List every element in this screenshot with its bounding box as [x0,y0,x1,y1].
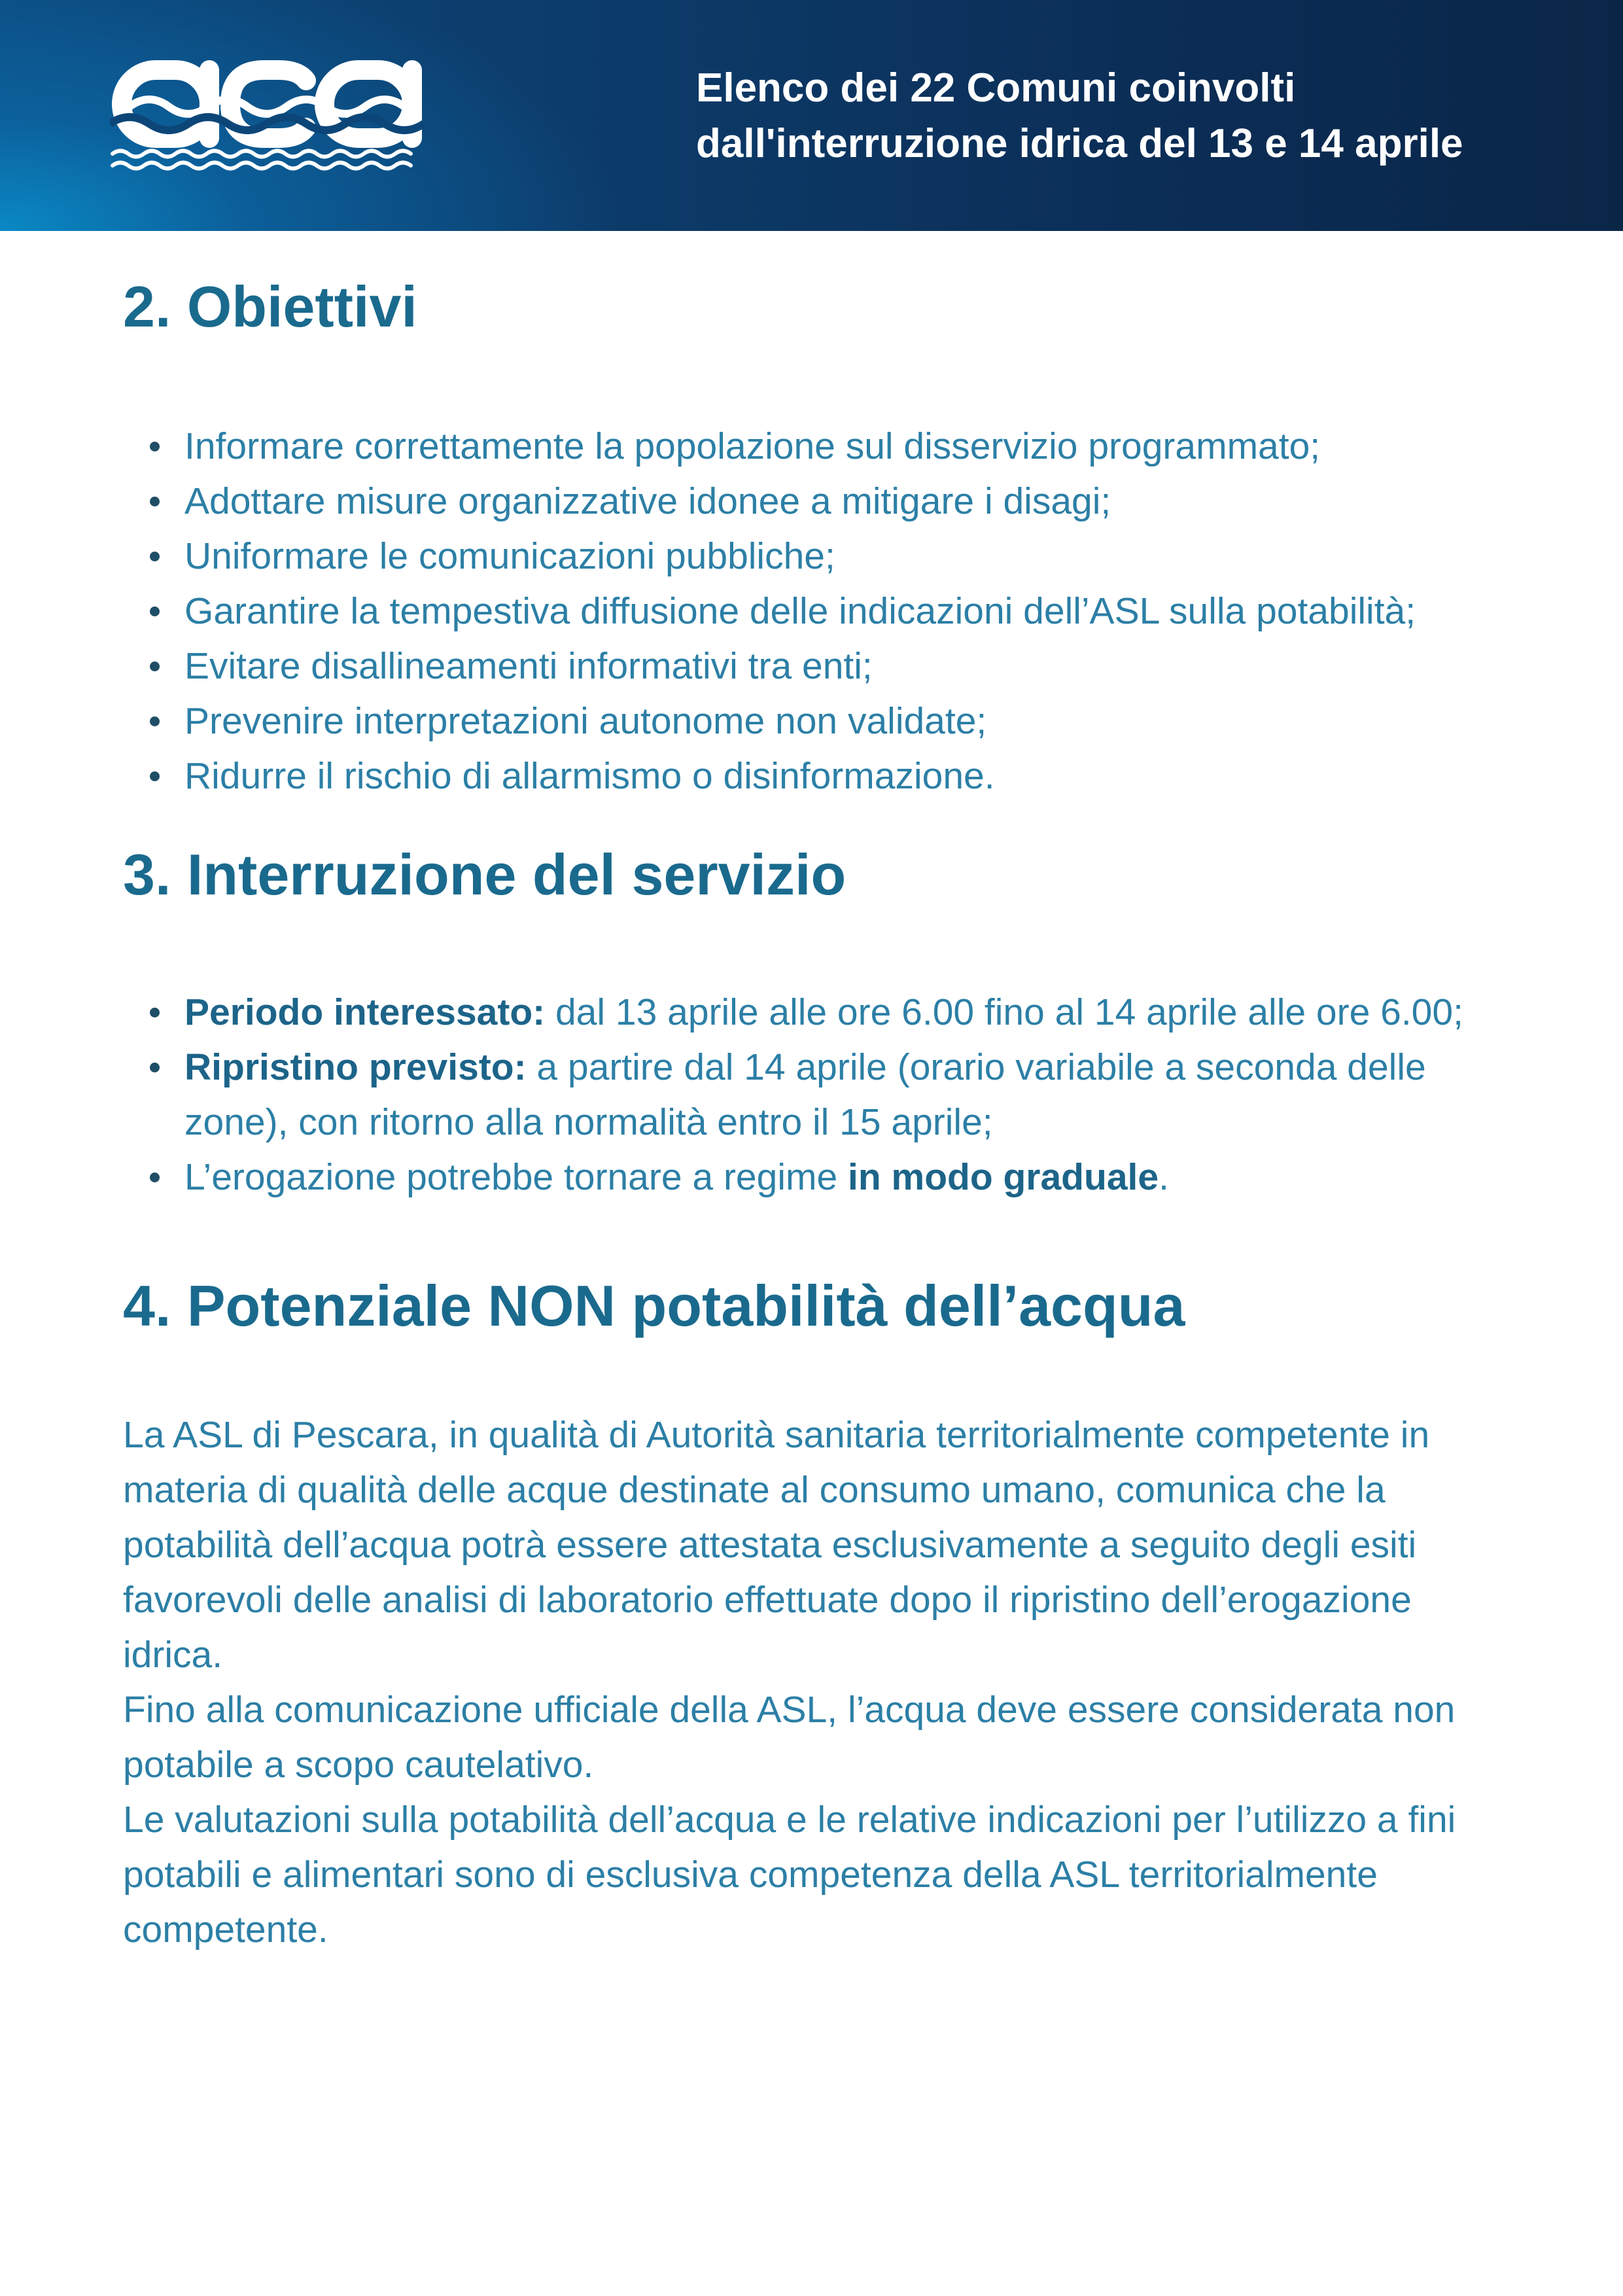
aca-logo [110,58,425,173]
item-text: dal 13 aprile alle ore 6.00 fino al 14 aprile alle ore 6.00; [555,991,1463,1033]
item-label: Ripristino previsto: [184,1046,527,1088]
list-item-text: Prevenire interpretazioni autonome non validate; [184,700,987,742]
header-title-line-2: dall'interruzione idrica del 13 e 14 aprile [696,121,1463,166]
bullet-icon [150,716,160,726]
bullet-icon [150,607,160,616]
logo-wave-icon [130,99,404,114]
bullet-icon [150,1063,160,1072]
item-text: a partire dal 14 aprile (orario variabile a seconda delle [536,1046,1426,1088]
bullet-icon [150,1173,160,1182]
section-3-heading: 3. Interruzione del servizio [123,842,846,907]
list-item [184,1150,1463,1205]
section-2-heading: 2. Obiettivi [123,274,417,339]
list-item-text: Informare correttamente la popolazione sul disservizio programmato; [184,425,1321,467]
paragraph-line: competente. [123,1909,328,1951]
header-title-line-1: Elenco dei 22 Comuni coinvolti [696,65,1296,111]
section-4-body [123,1407,1456,1957]
list-item-line [184,1040,1463,1095]
paragraph-line: favorevoli delle analisi di laboratorio effettuate dopo il ripristino dell’erogazione [123,1579,1412,1621]
paragraph-line: La ASL di Pescara, in qualità di Autorità sanitaria territorialmente competente in [123,1414,1430,1456]
logo-wave-icon [113,163,411,169]
list-item-text: Uniformare le comunicazioni pubbliche; [184,535,835,577]
bullet-icon [150,662,160,671]
bullet-icon [150,552,160,561]
item-text: . [1159,1156,1169,1198]
list-item [184,749,1416,804]
paragraph-line: Fino alla comunicazione ufficiale della ASL, l’acqua deve essere considerata non [123,1689,1456,1731]
paragraph-line: materia di qualità delle acque destinate al consumo umano, comunica che la [123,1469,1386,1511]
item-emphasis: in modo graduale [848,1156,1159,1198]
paragraph [123,1792,1456,1957]
list-item-text: Adottare misure organizzative idonee a mitigare i disagi; [184,480,1111,522]
list-item-line: zone), con ritorno alla normalità entro il 15 aprile; [184,1101,993,1143]
list-item [184,639,1416,694]
paragraph-line: Le valutazioni sulla potabilità dell’acqua e le relative indicazioni per l’utilizzo a fini [123,1799,1456,1841]
bullet-icon [150,497,160,506]
header-banner [0,0,1623,231]
objectives-list [184,419,1416,804]
item-text: L’erogazione potrebbe tornare a regime [184,1156,838,1198]
paragraph [123,1682,1456,1792]
bullet-icon [150,1008,160,1017]
paragraph-line: potabile a scopo cautelativo. [123,1744,594,1786]
list-item-text: Evitare disallineamenti informativi tra enti; [184,645,873,687]
paragraph-line: idrica. [123,1634,223,1676]
section-4-heading: 4. Potenziale NON potabilità dell’acqua [123,1273,1185,1338]
list-item [184,584,1416,639]
list-item [184,419,1416,474]
list-item [184,474,1416,529]
list-item-text: Garantire la tempestiva diffusione delle indicazioni dell’ASL sulla potabilità; [184,590,1416,632]
bullet-icon [150,771,160,781]
paragraph-line: potabili e alimentari sono di esclusiva competenza della ASL territorialmente [123,1854,1378,1896]
list-item [184,1040,1463,1150]
service-interruption-list [184,985,1463,1205]
paragraph-line: potabilità dell’acqua potrà essere attestata esclusivamente a seguito degli esiti [123,1524,1417,1566]
list-item [184,694,1416,749]
list-item-text: Ridurre il rischio di allarmismo o disinformazione. [184,755,995,797]
paragraph [123,1407,1456,1682]
item-label: Periodo interessato: [184,991,546,1033]
logo-wave-icon [113,151,411,157]
bullet-icon [150,442,160,451]
list-item [184,529,1416,584]
list-item [184,985,1463,1040]
